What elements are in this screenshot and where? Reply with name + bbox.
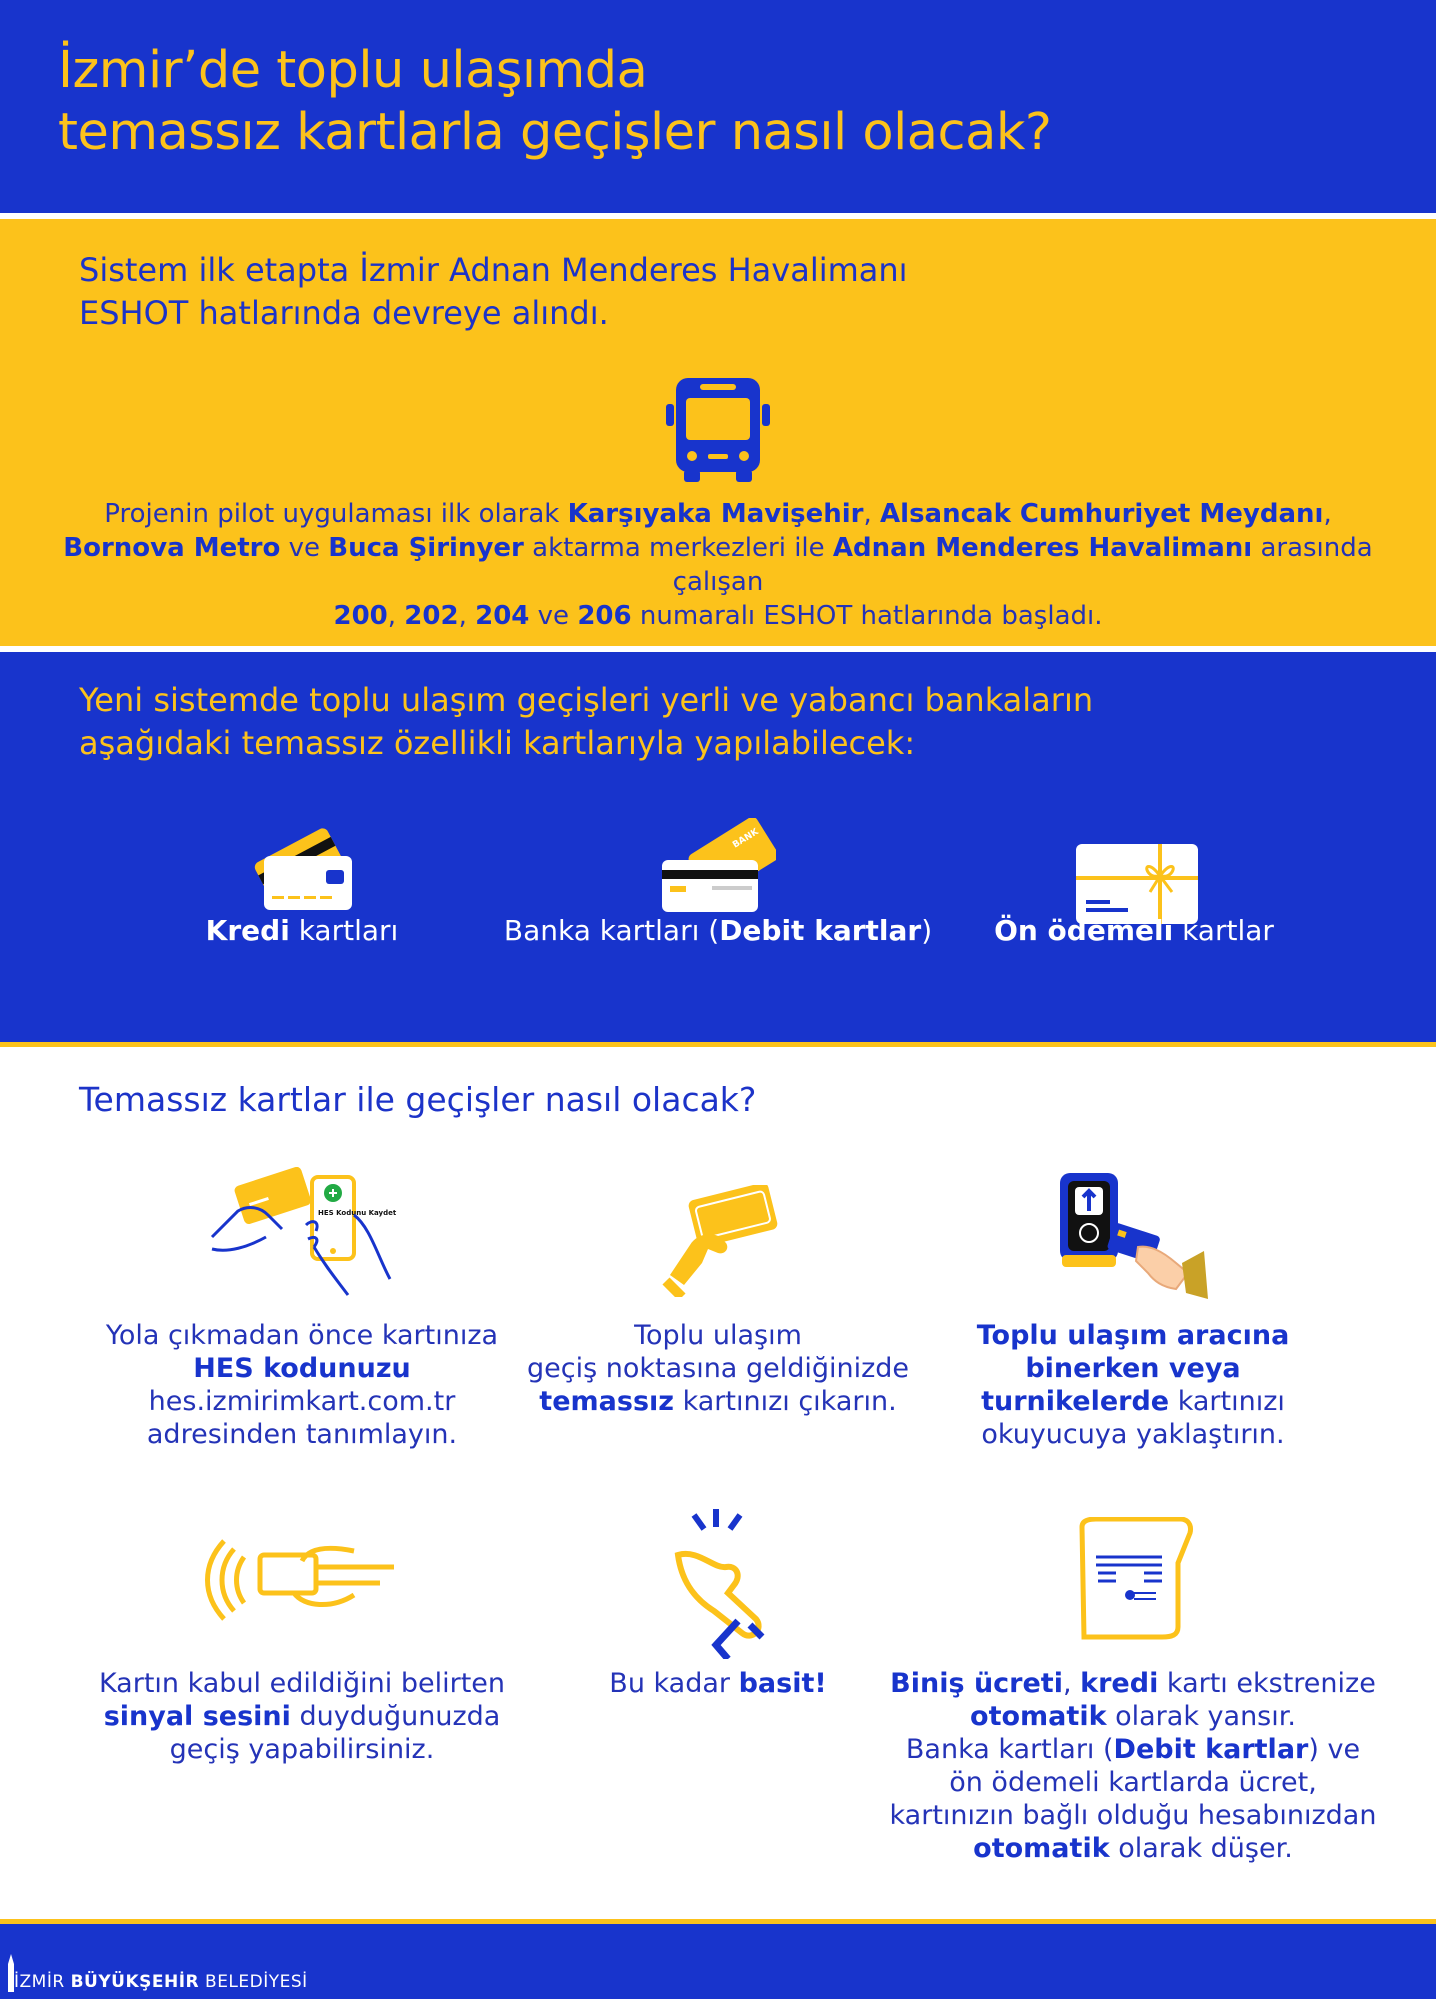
- location-name: Buca Şirinyer: [328, 533, 524, 563]
- receipt-icon: [1076, 1517, 1194, 1641]
- how-to-section: [0, 1047, 1436, 1919]
- step-tap-reader: Toplu ulaşım aracına binerken veya turnikelerde kartınızı okuyucuya yaklaştırın.: [976, 1320, 1290, 1450]
- line-number: 202: [404, 601, 459, 631]
- card-type-credit: Kredi kartları: [205, 914, 399, 947]
- svg-text:HES Kodunu Kaydet: HES Kodunu Kaydet: [318, 1209, 397, 1217]
- location-name: Adnan Menderes Havalimanı: [832, 533, 1253, 563]
- step-take-card: Toplu ulaşım geçiş noktasına geldiğinizde temassız kartınızı çıkarın.: [526, 1320, 910, 1417]
- municipality-logo: İZMİR BÜYÜKŞEHİR BELEDİYESİ: [14, 1972, 308, 1992]
- header-banner: [0, 0, 1436, 213]
- footer-banner: [0, 1924, 1436, 1999]
- line-number: 204: [475, 601, 530, 631]
- pilot-section: [0, 219, 1436, 646]
- pilot-lead: Sistem ilk etapta İzmir Adnan Menderes Havalimanı ESHOT hatlarında devreye alındı.: [79, 251, 908, 332]
- contactless-signal-icon: [204, 1537, 400, 1623]
- line-number: 200: [333, 601, 388, 631]
- location-name: Karşıyaka Mavişehir: [567, 499, 864, 529]
- hes-phone-card-icon: [208, 1167, 398, 1297]
- step-hes-code: Yola çıkmadan önce kartınıza HES kodunuzu hes.izmirimkart.com.tr adresinden tanımlayın.: [105, 1320, 499, 1450]
- snap-fingers-icon: [668, 1509, 776, 1659]
- page-title: İzmir’de toplu ulaşımda temassız kartlarla geçişler nasıl olacak?: [58, 41, 1052, 162]
- credit-card-icon: [250, 820, 356, 912]
- step-simple: Bu kadar basit!: [609, 1668, 827, 1699]
- card-types-lead: Yeni sistemde toplu ulaşım geçişleri yerli ve yabancı bankaların aşağıdaki temassız özellikli kartlarıyla yapılabilecek:: [79, 681, 1094, 762]
- card-reader-icon: [1058, 1171, 1210, 1311]
- bank-card-icon: [660, 818, 776, 914]
- bus-icon: [666, 374, 770, 484]
- svg-text:BANK: BANK: [731, 827, 761, 851]
- step-signal-sound: Kartın kabul edildiğini belirten sinyal sesini duyduğunuzda geçiş yapabilirsiniz.: [98, 1668, 506, 1765]
- card-type-debit: Banka kartları (Debit kartlar): [503, 914, 933, 947]
- line-number: 206: [577, 601, 632, 631]
- hand-card-icon: [662, 1185, 778, 1297]
- how-to-lead: Temassız kartlar ile geçişler nasıl olacak?: [79, 1080, 757, 1119]
- card-type-prepaid: Ön ödemeli kartlar: [994, 914, 1274, 947]
- card-types-section: [0, 652, 1436, 1042]
- step-payment-info: Biniş ücreti, kredi kartı ekstrenize otomatik olarak yansır. Banka kartları (Debit kartlar) ve ön ödemeli kartlarda ücret, kartınızın bağlı olduğu hesabınızdan otomatik olarak düşer.: [889, 1668, 1377, 1864]
- pilot-description: Projenin pilot uygulaması ilk olarak Karşıyaka Mavişehir, Alsancak Cumhuriyet Meydanı, Bornova Metro ve Buca Şirinyer aktarma merkezleri ile Adnan Menderes Havalimanı arasında çalışan 200, 202, 204 ve 206 numaralı ESHOT hatlarında başladı.: [63, 499, 1373, 631]
- location-name: Bornova Metro: [63, 533, 281, 563]
- location-name: Alsancak Cumhuriyet Meydanı: [880, 499, 1324, 529]
